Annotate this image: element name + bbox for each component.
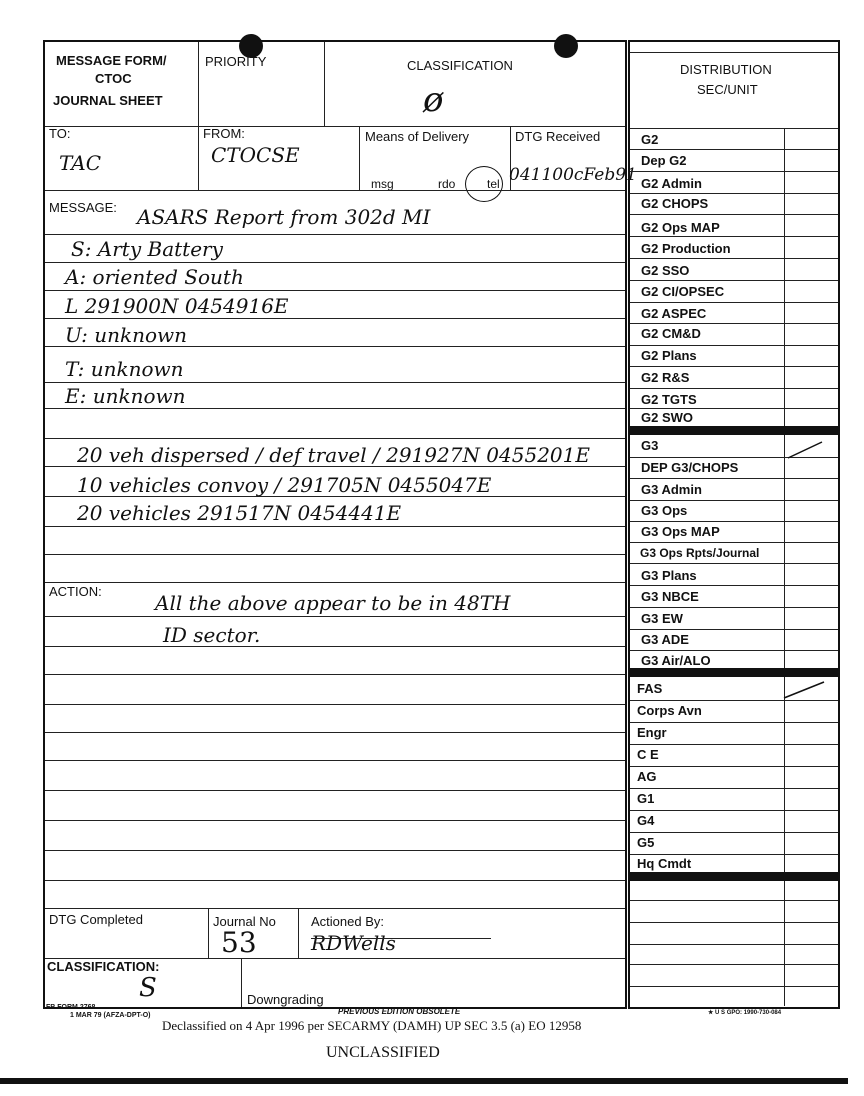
- check-mark: [786, 438, 826, 460]
- dist-item-g2: G2 Ops MAP: [641, 220, 720, 235]
- to-value: TAC: [59, 151, 101, 175]
- dist-item-g2: G2 R&S: [641, 370, 690, 385]
- journal-form: [43, 40, 637, 1009]
- classification-value: ø: [423, 80, 444, 120]
- declassified-note: Declassified on 4 Apr 1996 per SECARMY (DAMH) UP SEC 3.5 (a) EO 12958: [162, 1018, 582, 1033]
- previous-edition-note: PREVIOUS EDITION OBSOLETE: [338, 1007, 461, 1016]
- dist-item-g3: G3 EW: [641, 611, 683, 626]
- message-line: L 291900N 0454916E: [65, 294, 289, 318]
- dist-item-g3: G3 ADE: [641, 632, 689, 647]
- dist-item-g3: G3 Admin: [641, 482, 702, 497]
- classification-footer-label: CLASSIFICATION:: [47, 959, 160, 974]
- journal-no-label: Journal No: [213, 914, 276, 929]
- from-label: FROM:: [203, 126, 245, 141]
- dist-item-other: Engr: [637, 725, 667, 740]
- tel-circle: [465, 166, 503, 202]
- message-line: A: oriented South: [65, 265, 244, 289]
- message-line: ASARS Report from 302d MI: [137, 205, 431, 229]
- dist-item-g3: G3 NBCE: [641, 589, 699, 604]
- message-line: 10 vehicles convoy / 291705N 0455047E: [77, 473, 492, 497]
- dist-item-g3: DEP G3/CHOPS: [641, 460, 739, 475]
- means-tel: tel: [487, 177, 500, 191]
- unclassified-marking: UNCLASSIFIED: [326, 1044, 440, 1061]
- form-title-line1: MESSAGE FORM/: [56, 53, 167, 68]
- dist-item-g2: G2 ASPEC: [641, 306, 707, 321]
- dist-item-g2: G2 Plans: [641, 348, 697, 363]
- message-line: U: unknown: [65, 323, 188, 347]
- message-line: S: Arty Battery: [71, 237, 223, 261]
- actioned-by-signature: RDWells: [311, 931, 396, 955]
- form-title-line2: CTOC: [95, 71, 132, 86]
- dist-item-other: G4: [637, 813, 655, 828]
- means-of-delivery-label: Means of Delivery: [365, 129, 470, 144]
- dist-item-other: G5: [637, 835, 655, 850]
- dtg-received-value: 041100cFeb91: [509, 165, 637, 185]
- dist-item-g2: G2 CHOPS: [641, 196, 709, 211]
- means-msg: msg: [371, 177, 394, 191]
- message-line: T: unknown: [65, 357, 184, 381]
- dist-item-g2: G2 SWO: [641, 410, 694, 425]
- form-title-line3: JOURNAL SHEET: [53, 93, 163, 108]
- message-line: 20 veh dispersed / def travel / 291927N 0455201E: [77, 443, 590, 467]
- dist-item-g3: G3 Air/ALO: [641, 653, 711, 668]
- distribution-header-line1: DISTRIBUTION: [680, 62, 772, 77]
- dist-item-other: AG: [637, 769, 657, 784]
- dist-item-other: C E: [637, 747, 659, 762]
- dtg-received-label: DTG Received: [515, 129, 601, 144]
- action-line: ID sector.: [163, 623, 261, 647]
- dist-item-g3: G3 Ops Rpts/Journal: [640, 546, 760, 560]
- action-line: All the above appear to be in 48TH: [155, 591, 511, 615]
- journal-no-value: 53: [221, 926, 257, 959]
- check-mark: [782, 678, 828, 700]
- dist-item-g2: G2 Production: [641, 241, 731, 256]
- dist-item-g3: G3: [641, 438, 659, 453]
- gpo-note: ★ U S GPO: 1990-730-084: [708, 1010, 782, 1016]
- actioned-by-label: Actioned By:: [311, 914, 384, 929]
- dist-item-other: FAS: [637, 681, 663, 696]
- dist-item-g3: G3 Plans: [641, 568, 697, 583]
- dtg-completed-label: DTG Completed: [49, 912, 143, 927]
- scan-edge-line: [0, 1078, 848, 1084]
- dist-item-g2: G2 TGTS: [641, 392, 697, 407]
- dist-item-g2: Dep G2: [641, 153, 687, 168]
- dist-item-g2: G2: [641, 132, 659, 147]
- classification-footer-value: S: [139, 973, 157, 1003]
- action-label: ACTION:: [49, 584, 102, 599]
- message-label: MESSAGE:: [49, 200, 117, 215]
- downgrading-label: Downgrading: [247, 992, 324, 1007]
- dist-item-other: G1: [637, 791, 655, 806]
- means-rdo: rdo: [438, 177, 456, 191]
- dist-item-g3: G3 Ops: [641, 503, 688, 518]
- form-id: FB FORM 2768: [46, 1004, 96, 1011]
- classification-label: CLASSIFICATION: [407, 58, 513, 73]
- dist-item-other: Hq Cmdt: [637, 856, 692, 871]
- message-line: 20 vehicles 291517N 0454441E: [77, 501, 402, 525]
- dist-item-g2: G2 CI/OPSEC: [641, 284, 725, 299]
- from-value: CTOCSE: [211, 143, 300, 167]
- distribution-panel: [628, 40, 840, 1009]
- dist-item-g2: G2 SSO: [641, 263, 690, 278]
- priority-label: PRIORITY: [205, 54, 267, 69]
- message-line: E: unknown: [65, 384, 186, 408]
- dist-item-g2: G2 CM&D: [641, 326, 701, 341]
- dist-item-other: Corps Avn: [637, 703, 702, 718]
- form-date: 1 MAR 79 (AFZA-DPT-O): [70, 1012, 151, 1019]
- distribution-header-line2: SEC/UNIT: [697, 82, 758, 97]
- dist-item-g3: G3 Ops MAP: [641, 524, 720, 539]
- dist-item-g2: G2 Admin: [641, 176, 702, 191]
- to-label: TO:: [49, 126, 71, 141]
